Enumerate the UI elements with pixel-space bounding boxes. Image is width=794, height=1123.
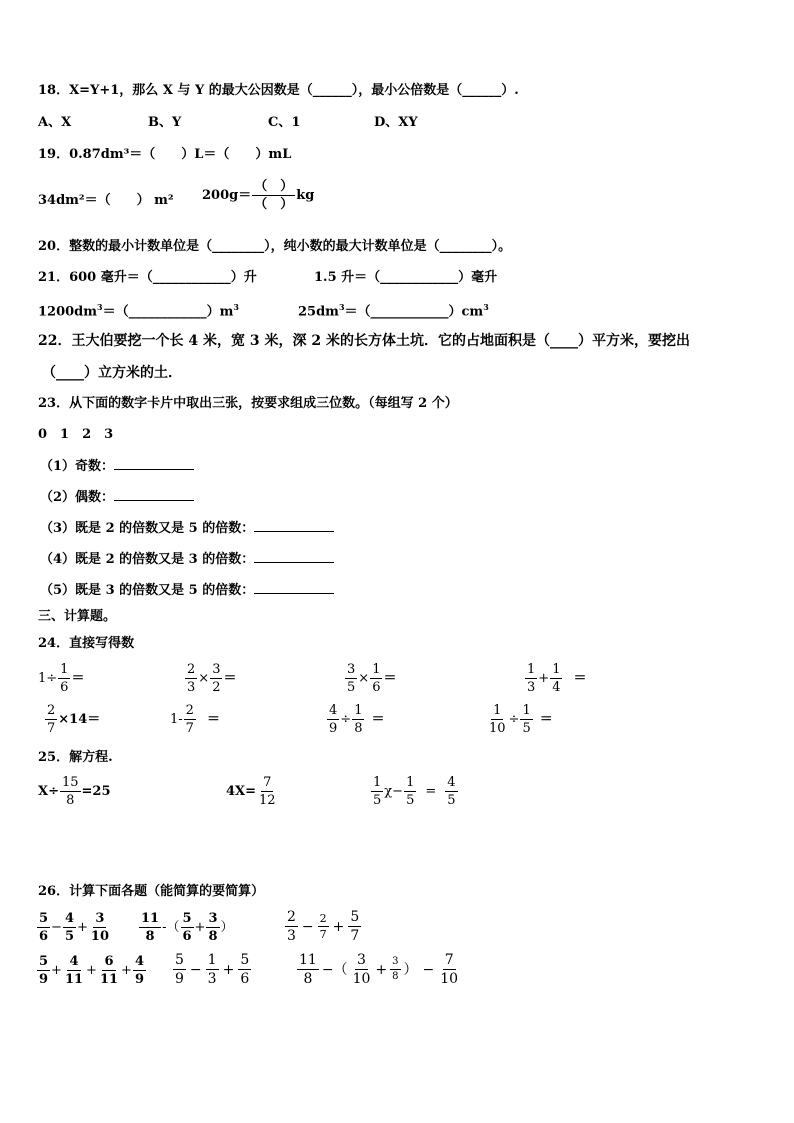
denominator: 6 [39,929,49,944]
fraction [133,955,146,986]
expr-text: ＝ [573,671,587,686]
q24-expr-1 [38,663,84,694]
q21-c [38,303,239,318]
denominator: 8 [354,721,363,736]
answer-line[interactable] [114,469,194,470]
denominator: 5 [373,793,382,808]
denominator: 3 [527,680,536,695]
denominator: 6 [182,929,192,944]
fraction [348,910,361,943]
denominator: 9 [329,721,338,736]
numerator: 3 [347,662,356,677]
expr-text: ＝ [223,671,237,686]
numerator: 7 [444,952,454,968]
q25-equation-2 [226,776,279,807]
denominator: 9 [134,972,144,987]
expr-text: ） [220,920,234,935]
q21-a: 21．600 毫升＝（____________）升 [38,270,257,285]
denominator: 10 [352,971,371,987]
q18-option-b: B、Y [148,115,182,130]
q21-d-pre: 25dm [298,304,339,320]
fraction [404,776,416,807]
denominator: 5 [64,929,74,944]
numerator: 5 [182,911,192,926]
q19-part2b-suffix: kg [296,188,315,203]
denominator: 7 [47,721,56,736]
q18-option-a: A、X [38,115,72,130]
fraction [60,776,81,807]
denominator: 6 [372,680,381,695]
operator: − [189,961,202,978]
numerator: 4 [329,703,338,718]
denominator: 8 [66,793,75,808]
denominator: 12 [259,793,276,808]
answer-line[interactable] [254,593,334,594]
fraction [345,663,357,694]
numerator: 5 [175,952,184,968]
q21-d-sup1: 3 [338,302,345,312]
denominator: 2 [212,680,221,695]
expr-text: ＝ [71,671,85,686]
denominator: 11 [64,972,84,987]
fraction [520,704,532,735]
q24-expr-8 [486,704,553,735]
expr-text: 1÷ [38,671,58,686]
q24-title: 24．直接写得数 [38,636,135,651]
numerator: 1 [552,662,561,677]
operator: + [194,920,206,935]
q26-expr-3 [284,910,362,943]
numerator: 2 [319,912,327,925]
expr-text: X÷ [38,784,59,799]
expr-text: 1- [170,712,183,727]
section-3-heading: 三、计算题。 [38,609,117,624]
fraction [63,955,85,986]
q19-fraction-num: （ ） [254,179,294,194]
answer-line[interactable] [254,531,334,532]
q23-title: 23．从下面的数字卡片中取出三张，按要求组成三位数。（每组写 2 个） [38,396,458,411]
denominator: 3 [207,971,217,987]
numerator: 3 [357,952,366,968]
q23-item-3-label: （3）既是 2 的倍数又是 5 的倍数： [40,521,255,536]
denominator: 8 [392,971,399,982]
operator: + [86,963,97,978]
fraction [550,663,562,694]
fraction [438,953,460,986]
fraction [327,704,339,735]
numerator: 6 [104,954,114,969]
denominator: 11 [99,972,119,987]
denominator: 4 [552,680,561,695]
q23-item-3 [40,522,334,535]
numerator: 1 [373,775,382,790]
expr-text: ＝ [539,712,553,727]
operator: + [538,671,550,686]
denominator: 6 [240,971,250,987]
fraction [285,910,298,943]
q24-expr-7 [326,704,384,735]
q21-d [298,303,489,318]
expr-text: 4X= [226,784,257,799]
fraction [63,912,76,943]
numerator: 3 [95,911,105,926]
q23-item-5 [40,584,334,597]
fraction [98,955,120,986]
denominator: 5 [347,680,356,695]
operator: − [301,918,314,935]
numerator: 5 [39,911,49,926]
fraction [238,953,251,986]
fraction [89,912,111,943]
q19-fraction [252,180,295,211]
numerator: 2 [47,703,56,718]
fraction [352,704,364,735]
expr-text: ＝ [371,712,385,727]
numerator: 2 [287,909,296,925]
denominator: 7 [350,928,360,944]
fraction [257,776,278,807]
operator: + [375,961,388,978]
fraction [206,953,219,986]
q25-title: 25．解方程. [38,750,113,765]
operator: −（ [321,961,348,978]
denominator: 8 [208,929,218,944]
expr-text: ） [403,961,418,978]
numerator: 4 [69,954,79,969]
fraction [445,776,457,807]
fraction [371,776,383,807]
q19-part2a: 34dm²＝（ ） m² [38,193,174,208]
operator: − [392,784,404,799]
fraction [390,957,400,982]
denominator: 7 [185,721,194,736]
q23-item-4-label: （4）既是 2 的倍数又是 3 的倍数： [40,552,255,567]
operator: + [121,963,132,978]
numerator: 1 [207,952,217,968]
numerator: 5 [350,909,360,925]
numerator: 1 [372,662,381,677]
operator: + [51,963,62,978]
denominator: 10 [90,929,109,944]
numerator: 2 [185,703,194,718]
operator: + [222,961,235,978]
q24-expr-6 [170,704,220,735]
fraction [37,912,50,943]
q21-c-sup1: 3 [97,302,103,312]
q21-c-post: ＝（____________）m [102,304,234,320]
numerator: 4 [447,775,456,790]
denominator: 8 [145,929,155,944]
q26-expr-4 [36,955,147,986]
q22-line1: 22．王大伯要挖一个长 4 米，宽 3 米，深 2 米的长方体土坑．它的占地面积是（____）平方米，要挖出 [38,333,690,349]
q26-title: 26．计算下面各题（能简算的要简算） [38,884,265,899]
fraction [181,912,194,943]
operator: × [358,671,370,686]
denominator: 10 [440,971,459,987]
q23-item-1-label: （1）奇数： [40,459,115,474]
q21-c-pre: 1200dm [38,304,98,320]
q24-expr-3 [344,663,396,694]
operator: − [51,920,62,935]
q19-part2b [202,180,314,211]
q23-item-4 [40,553,334,566]
numerator: 1 [522,703,531,718]
numerator: 3 [212,662,221,677]
q19-line1: 19．0.87dm³＝（ ）L＝（ ）mL [38,147,292,162]
q24-expr-2 [184,663,236,694]
q26-expr-5 [172,953,252,986]
fraction [139,912,161,943]
fraction [173,953,186,986]
fraction [297,953,319,986]
numerator: 5 [240,952,250,968]
fraction [487,704,508,735]
numerator: 1 [493,703,502,718]
operator: ÷ [340,712,352,727]
operator: = [425,784,437,799]
variable: χ [384,784,393,799]
numerator: 1 [527,662,536,677]
q26-expr-2 [138,912,234,943]
expr-text: =25 [81,784,111,799]
q25-equation-3 [370,776,459,807]
operator: − [422,961,435,978]
numerator: 4 [134,954,144,969]
operator: + [77,920,88,935]
q20-text: 20．整数的最小计数单位是（________），纯小数的最大计数单位是（________）。 [38,239,512,254]
q23-item-5-label: （5）既是 3 的倍数又是 5 的倍数： [40,583,255,598]
denominator: 3 [287,928,296,944]
operator: ÷ [508,712,520,727]
numerator: 1 [60,662,69,677]
operator: × [198,671,210,686]
answer-line[interactable] [254,562,334,563]
denominator: 8 [303,971,313,987]
denominator: 6 [60,680,69,695]
q23-item-2-label: （2）偶数： [40,490,115,505]
denominator: 5 [447,793,456,808]
answer-line[interactable] [114,500,194,501]
fraction [318,913,329,940]
fraction [206,912,219,943]
fraction [351,953,373,986]
q24-expr-4 [524,663,586,694]
expr-text: -（ [162,920,180,935]
q23-item-2 [40,491,194,504]
operator: + [332,918,345,935]
denominator: 5 [522,721,531,736]
fraction [370,663,382,694]
q19-part2b-prefix: 200g＝ [202,188,252,203]
denominator: 5 [406,793,415,808]
expr-text: ×14＝ [58,712,101,727]
numerator: 15 [61,775,79,790]
denominator: 7 [319,928,327,941]
q23-cards: 0 1 2 3 [38,427,114,442]
numerator: 7 [263,775,272,790]
numerator: 1 [406,775,415,790]
q21-c-sup2: 3 [233,302,239,312]
q21-d-post: ＝（____________）cm [344,304,484,320]
denominator: 3 [187,680,196,695]
q18-text: 18．X=Y+1，那么 X 与 Y 的最大公因数是（______），最小公倍数是（______）. [38,83,519,98]
denominator: 9 [175,971,184,987]
q19-fraction-den: （ ） [254,197,294,212]
numerator: 11 [141,911,160,926]
denominator: 10 [489,721,506,736]
q26-expr-1 [36,912,112,943]
fraction [184,704,196,735]
numerator: 4 [64,911,74,926]
numerator: 1 [354,703,363,718]
q24-expr-5 [44,704,100,735]
q18-option-c: C、1 [268,115,301,130]
q21-d-sup2: 3 [483,302,489,312]
fraction [185,663,197,694]
q25-equation-1 [38,776,111,807]
numerator: 2 [187,662,196,677]
q22-line2: （____）立方米的土． [42,365,182,381]
numerator: 5 [39,954,49,969]
q21-b: 1.5 升＝（____________）毫升 [314,270,498,285]
numerator: 11 [299,952,317,968]
q23-item-1 [40,460,194,473]
fraction [37,955,50,986]
denominator: 9 [39,972,49,987]
expr-text: ＝ [383,671,397,686]
q18-option-d: D、XY [374,115,418,130]
numerator: 3 [208,911,218,926]
expr-text: ＝ [206,712,220,727]
fraction [45,704,57,735]
fraction [58,663,70,694]
fraction [210,663,222,694]
fraction [525,663,537,694]
numerator: 3 [390,957,400,970]
q26-expr-6 [296,953,461,986]
